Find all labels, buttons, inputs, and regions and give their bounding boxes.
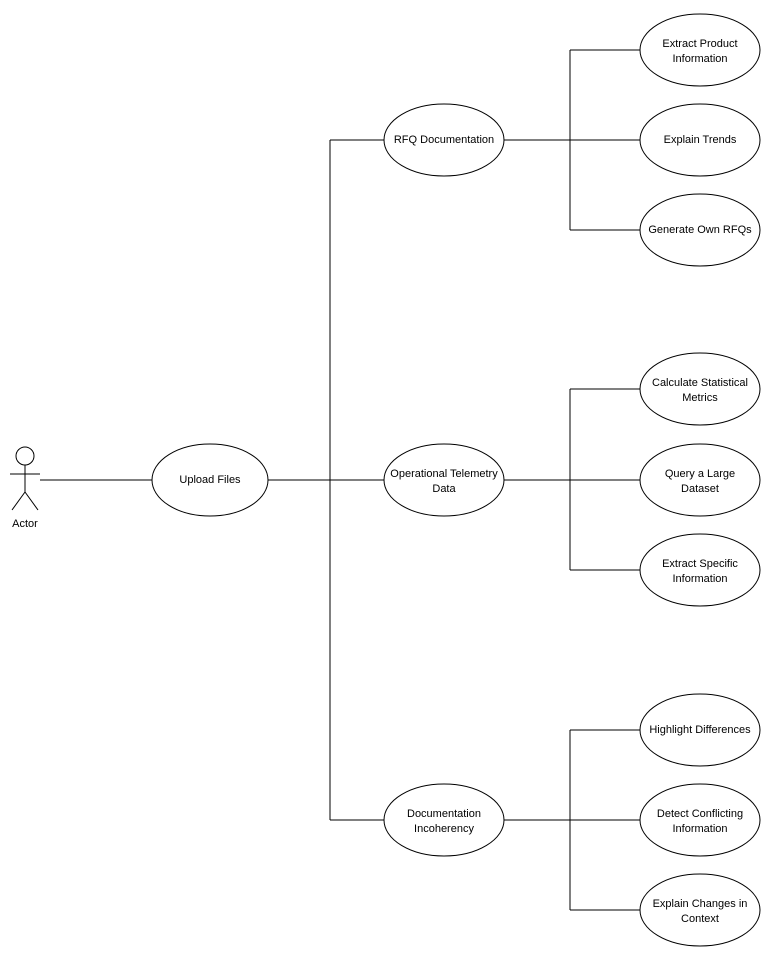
use-case-label-line2: Information (672, 52, 728, 65)
use-case-label-line2: Incoherency (414, 822, 474, 835)
use-case-label-line1: Extract Product (662, 37, 738, 50)
use-case-ellipse (384, 444, 504, 516)
use-case-label-line2: Context (681, 912, 719, 925)
use-case-label-line1: Calculate Statistical (652, 376, 748, 389)
use-case-ellipse (640, 874, 760, 946)
use-case-ellipse (640, 14, 760, 86)
use-case-detect-conflicting-information[interactable] (640, 784, 760, 856)
actor[interactable] (10, 447, 40, 530)
use-case-label-line1: RFQ Documentation (393, 133, 495, 146)
use-case-rfq-documentation[interactable] (384, 104, 504, 176)
use-case-documentation-incoherency[interactable] (384, 784, 504, 856)
actor-leg-left-icon (12, 492, 25, 510)
use-case-label-line1: Documentation (407, 807, 481, 820)
use-case-calculate-statistical-metrics[interactable] (640, 353, 760, 425)
use-case-ellipse (640, 534, 760, 606)
use-case-label-line1: Detect Conflicting (656, 807, 744, 820)
use-case-operational-telemetry-data[interactable] (384, 444, 504, 516)
use-case-label-line1: Extract Specific (662, 557, 738, 570)
use-case-extract-product-information[interactable] (640, 14, 760, 86)
use-case-label-line1: Explain Changes in (652, 897, 748, 910)
use-case-ellipse (640, 784, 760, 856)
use-case-explain-trends[interactable] (640, 104, 760, 176)
use-case-query-a-large-dataset[interactable] (640, 444, 760, 516)
use-case-upload-files[interactable] (152, 444, 268, 516)
use-case-label-line1: Query a Large (664, 467, 736, 480)
use-case-label: Upload Files (179, 473, 241, 486)
use-case-extract-specific-information[interactable] (640, 534, 760, 606)
use-case-label-line2: Information (672, 822, 728, 835)
use-case-label-line1: Highlight Differences (649, 723, 751, 736)
use-case-generate-own-rfqs[interactable] (640, 194, 760, 266)
actor-label: Actor (12, 518, 38, 530)
use-case-label-line1: Operational Telemetry (390, 467, 498, 480)
use-case-label-line1: Generate Own RFQs (648, 223, 752, 236)
use-case-label-line2: Dataset (681, 482, 719, 495)
use-case-ellipse (384, 784, 504, 856)
use-case-label-line2: Metrics (682, 391, 718, 404)
use-case-label-line2: Information (672, 572, 728, 585)
use-case-ellipse (640, 353, 760, 425)
actor-head-icon (16, 447, 34, 465)
actor-leg-right-icon (25, 492, 38, 510)
use-case-ellipse (640, 444, 760, 516)
use-case-explain-changes-in-context[interactable] (640, 874, 760, 946)
use-case-label-line2: Data (432, 482, 456, 495)
use-case-label-line1: Explain Trends (663, 133, 737, 146)
use-case-highlight-differences[interactable] (640, 694, 760, 766)
